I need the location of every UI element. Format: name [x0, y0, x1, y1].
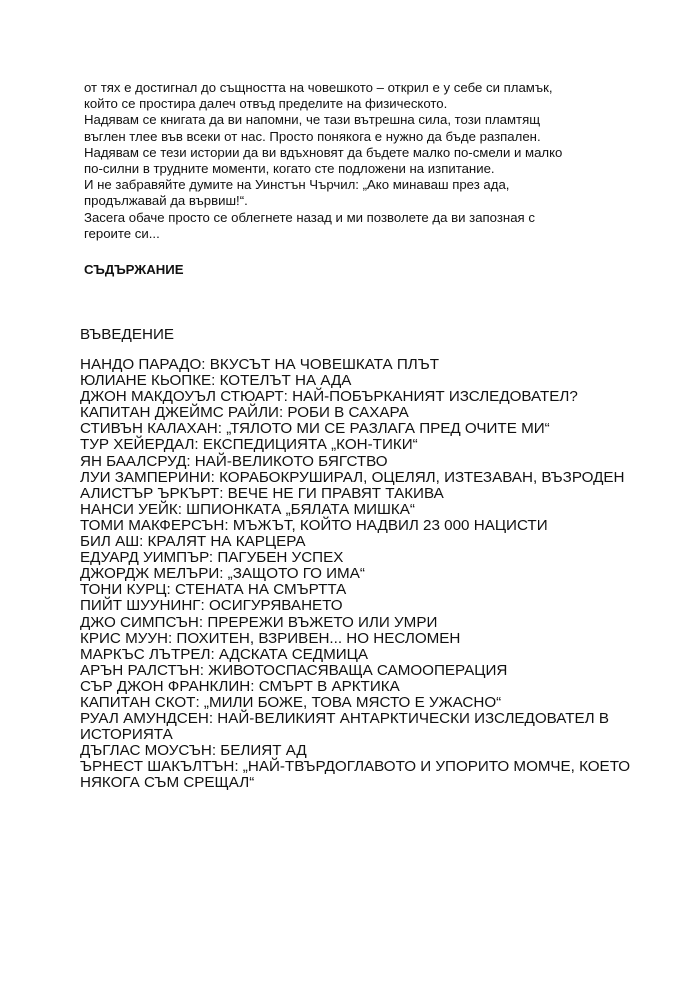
toc-entry: ТОМИ МАКФЕРСЪН: МЪЖЪТ, КОЙТО НАДВИЛ 23 000 НАЦИСТИ — [80, 516, 548, 534]
intro-line: който се простира далеч отвъд пределите на физическото. — [84, 96, 448, 112]
toc-entry: НАНСИ УЕЙК: ШПИОНКАТА „БЯЛАТА МИШКА“ — [80, 500, 415, 518]
toc-entry: ЪРНЕСТ ШАКЪЛТЪН: „НАЙ-ТВЪРДОГЛАВОТО И УПОРИТО МОМЧЕ, КОЕТО — [80, 758, 631, 776]
toc-heading: СЪДЪРЖАНИЕ — [84, 262, 184, 277]
toc-intro-entry: ВЪВЕДЕНИЕ — [80, 326, 174, 343]
toc-entry: ЕДУАРД УИМПЪР: ПАГУБЕН УСПЕХ — [80, 549, 344, 567]
toc-entry: ЛУИ ЗАМПЕРИНИ: КОРАБОКРУШИРАЛ, ОЦЕЛЯЛ, ИЗТЕЗАВАН, ВЪЗРОДЕН — [80, 468, 625, 486]
toc-entry: КАПИТАН ДЖЕЙМС РАЙЛИ: РОБИ В САХАРА — [80, 404, 409, 422]
intro-line: от тях е достигнал до същността на човешкото – открил е у себе си пламък, — [84, 80, 553, 95]
toc-entry: ДЖОРДЖ МЕЛЪРИ: „ЗАЩОТО ГО ИМА“ — [80, 565, 365, 583]
toc-entry: КРИС МУУН: ПОХИТЕН, ВЗРИВЕН... НО НЕСЛОМЕН — [80, 629, 461, 647]
intro-line: И не забравяйте думите на Уинстън Чърчил: „Ако минаваш през ада, — [84, 177, 510, 193]
toc-entry: НЯКОГА СЪМ СРЕЩАЛ“ — [80, 774, 255, 792]
intro-text — [84, 80, 644, 242]
toc-entry: СЪР ДЖОН ФРАНКЛИН: СМЪРТ В АРКТИКА — [80, 677, 400, 695]
intro-line: Засега обаче просто се облегнете назад и ми позволете да ви запозная с — [84, 209, 535, 225]
toc-entry: ТУР ХЕЙЕРДАЛ: ЕКСПЕДИЦИЯТА „КОН-ТИКИ“ — [80, 436, 418, 454]
intro-line: героите си... — [84, 225, 160, 241]
toc-entry: ДЖОН МАКДОУЪЛ СТЮАРТ: НАЙ-ПОБЪРКАНИЯТ ИЗСЛЕДОВАТЕЛ? — [80, 388, 578, 406]
intro-line: продължавай да вървиш!“. — [84, 193, 248, 209]
toc-entry: НАНДО ПАРАДО: ВКУСЪТ НА ЧОВЕШКАТА ПЛЪТ — [80, 356, 440, 373]
toc-entry: РУАЛ АМУНДСЕН: НАЙ-ВЕЛИКИЯТ АНТАРКТИЧЕСКИ ИЗСЛЕДОВАТЕЛ В — [80, 710, 609, 728]
toc-list — [80, 357, 640, 792]
toc-entry: СТИВЪН КАЛАХАН: „ТЯЛОТО МИ СЕ РАЗЛАГА ПРЕД ОЧИТЕ МИ“ — [80, 420, 550, 438]
toc-entry: КАПИТАН СКОТ: „МИЛИ БОЖЕ, ТОВА МЯСТО Е УЖАСНО“ — [80, 693, 502, 711]
toc-entry: ТОНИ КУРЦ: СТЕНАТА НА СМЪРТТА — [80, 581, 347, 599]
intro-line: въглен тлее във всеки от нас. Просто понякога е нужно да бъде разпален. — [84, 128, 541, 144]
toc-entry: МАРКЪС ЛЪТРЕЛ: АДСКАТА СЕДМИЦА — [80, 645, 369, 663]
intro-line: по-силни в трудните моменти, когато сте подложени на изпитание. — [84, 161, 495, 177]
toc-entry: ДЪГЛАС МОУСЪН: БЕЛИЯТ АД — [80, 742, 307, 760]
toc-entry: ЮЛИАНЕ КЬОПКЕ: КОТЕЛЪТ НА АДА — [80, 372, 352, 390]
toc-entry: АРЪН РАЛСТЪН: ЖИВОТОСПАСЯВАЩА САМООПЕРАЦИЯ — [80, 661, 508, 679]
toc-entry: АЛИСТЪР ЪРКЪРТ: ВЕЧЕ НЕ ГИ ПРАВЯТ ТАКИВА — [80, 484, 444, 502]
intro-line: Надявам се книгата да ви напомни, че тази вътрешна сила, този пламтящ — [84, 112, 541, 128]
toc-entry: БИЛ АШ: КРАЛЯТ НА КАРЦЕРА — [80, 533, 306, 551]
toc-entry: ПИЙТ ШУУНИНГ: ОСИГУРЯВАНЕТО — [80, 597, 343, 615]
toc-entry: ИСТОРИЯТА — [80, 726, 173, 744]
toc-entry: ЯН БААЛСРУД: НАЙ-ВЕЛИКОТО БЯГСТВО — [80, 452, 388, 470]
toc-entry: ДЖО СИМПСЪН: ПРЕРЕЖИ ВЪЖЕТО ИЛИ УМРИ — [80, 613, 438, 631]
intro-line: Надявам се тези истории да ви вдъхновят да бъдете малко по-смели и малко — [84, 144, 563, 160]
